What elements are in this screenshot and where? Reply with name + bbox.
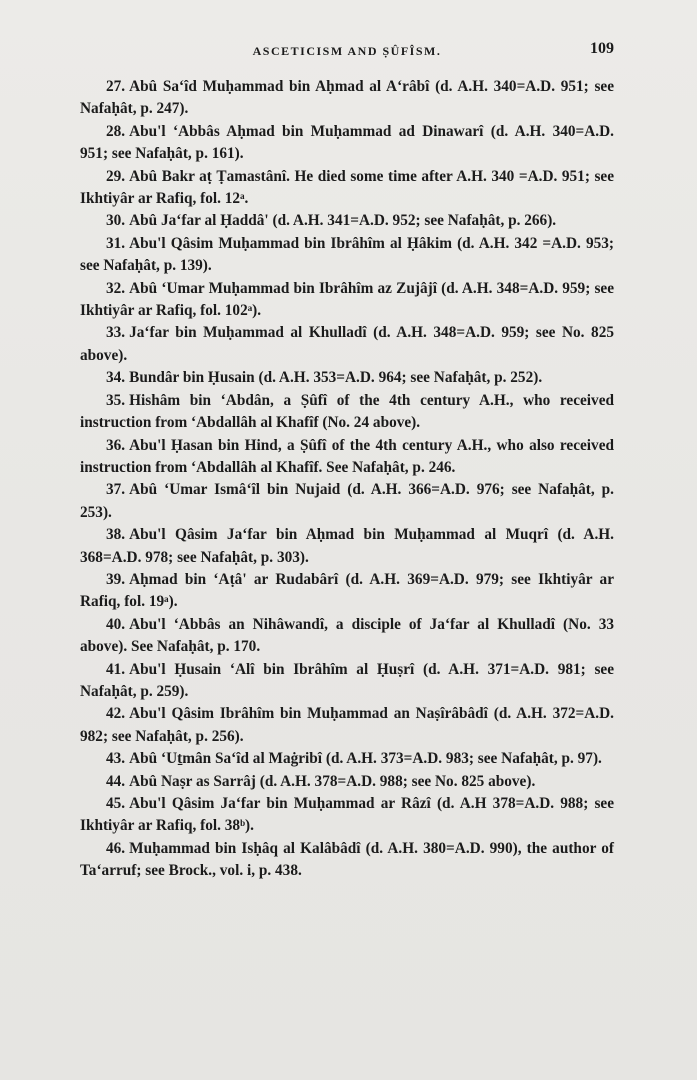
entry-item	[80, 793, 614, 838]
running-header	[80, 40, 614, 62]
entry-text: Abu'l Qâsim Muḥammad bin Ibrâhîm al Ḥâkim (d. A.H. 342 =A.D. 953; see Nafaḥât, p. 139).	[80, 234, 614, 275]
entry-number: 30.	[106, 212, 126, 230]
entry-text: Abu'l Qâsim Ja‘far bin Aḥmad bin Muḥammad al Muqrî (d. A.H. 368=A.D. 978; see Nafaḥât, p. 303).	[80, 526, 614, 566]
entry-text: Abu'l ‘Abbâs an Nihâwandî, a disciple of Ja‘far al Khulladî (No. 33 above). See Nafaḥât, p. 170.	[80, 615, 614, 656]
entry-text: Abû Bakr aṭ Ṭamastânî. He died some time after A.H. 340 =A.D. 951; see Ikhtiyâr ar Rafiq, fol. 12ᵃ.	[80, 167, 614, 208]
entry-item	[80, 771, 614, 793]
entry-number: 34.	[106, 369, 126, 387]
entry-number: 37.	[106, 481, 126, 499]
entry-text: Hishâm bin ‘Abdân, a Ṣûfî of the 4th century A.H., who received instruction from ‘Abdallâh al Khafîf (No. 24 above).	[80, 391, 614, 432]
entry-number: 36.	[106, 436, 126, 454]
entry-list	[80, 76, 614, 883]
entry-item	[80, 322, 614, 367]
entry-item	[80, 210, 614, 232]
entry-text: Abu'l ‘Abbâs Aḥmad bin Muḥammad ad Dinawarî (d. A.H. 340=A.D. 951; see Nafaḥât, p. 161).	[80, 122, 614, 163]
entry-item	[80, 233, 614, 278]
entry-text: Abû Naṣr as Sarrâj (d. A.H. 378=A.D. 988; see No. 825 above).	[129, 772, 536, 790]
entry-number: 42.	[106, 705, 126, 723]
entry-item	[80, 479, 614, 524]
entry-text: Abû ‘Umar Muḥammad bin Ibrâhîm az Zujâjî (d. A.H. 348=A.D. 959; see Ikhtiyâr ar Rafiq, fol. 102ᵃ).	[80, 279, 614, 320]
entry-number: 41.	[106, 660, 126, 678]
entry-item	[80, 838, 614, 883]
entry-item	[80, 166, 614, 211]
entry-item	[80, 659, 614, 704]
entry-item	[80, 367, 614, 389]
entry-item	[80, 524, 614, 569]
entry-number: 44.	[106, 772, 126, 790]
entry-text: Ja‘far bin Muḥammad al Khulladî (d. A.H. 348=A.D. 959; see No. 825 above).	[80, 324, 614, 364]
entry-text: Abu'l Qâsim Ja‘far bin Muḥammad ar Râzî (d. A.H 378=A.D. 988; see Ikhtiyâr ar Rafiq, fol. 38ᵇ).	[80, 795, 614, 835]
entry-item	[80, 569, 614, 614]
entry-text: Muḥammad bin Isḥâq al Kalâbâdî (d. A.H. 380=A.D. 990), the author of Ta‘arruf; see Brock., vol. i, p. 438.	[80, 839, 614, 880]
entry-text: Abû Sa‘îd Muḥammad bin Aḥmad al A‘râbî (d. A.H. 340=A.D. 951; see Nafaḥât, p. 247).	[80, 78, 614, 118]
entry-item	[80, 435, 614, 480]
running-title: ASCETICISM AND ṢÛFÎSM.	[252, 44, 442, 58]
entry-number: 43.	[106, 750, 126, 768]
entry-text: Aḥmad bin ‘Aṭâ' ar Rudabârî (d. A.H. 369=A.D. 979; see Ikhtiyâr ar Rafiq, fol. 19ᵃ).	[80, 570, 614, 611]
entry-item	[80, 390, 614, 435]
entry-number: 33.	[106, 324, 126, 342]
entry-item	[80, 121, 614, 166]
entry-text: Abu'l Qâsim Ibrâhîm bin Muḥammad an Naṣîrâbâdî (d. A.H. 372=A.D. 982; see Nafaḥât, p. 256).	[80, 705, 614, 745]
entry-number: 28.	[106, 122, 126, 140]
entry-item	[80, 278, 614, 323]
entry-item	[80, 614, 614, 659]
entry-text: Bundâr bin Ḥusain (d. A.H. 353=A.D. 964; see Nafaḥât, p. 252).	[129, 369, 543, 387]
entry-number: 46.	[106, 839, 126, 857]
entry-number: 38.	[106, 526, 126, 544]
entry-item	[80, 703, 614, 748]
page-number: 109	[590, 40, 614, 57]
entry-number: 27.	[106, 78, 126, 95]
entry-number: 32.	[106, 279, 126, 297]
entry-number: 45.	[106, 795, 126, 812]
entry-text: Abû ‘Umar Ismâ‘îl bin Nujaid (d. A.H. 366=A.D. 976; see Nafaḥât, p. 253).	[80, 481, 614, 521]
entry-number: 35.	[106, 391, 126, 409]
entry-text: Abu'l Ḥusain ‘Alî bin Ibrâhîm al Ḥuṣrî (d. A.H. 371=A.D. 981; see Nafaḥât, p. 259).	[80, 660, 614, 700]
entry-number: 31.	[106, 234, 126, 252]
entry-text: Abû ‘Uṯmân Sa‘îd al Maġribî (d. A.H. 373=A.D. 983; see Nafaḥât, p. 97).	[129, 750, 602, 768]
entry-number: 40.	[106, 615, 126, 633]
entry-number: 39.	[106, 570, 126, 588]
entry-item	[80, 76, 614, 121]
entry-text: Abu'l Ḥasan bin Hind, a Ṣûfî of the 4th century A.H., who also received instruction from ‘Abdallâh al Khafîf. See Nafaḥât, p. 246.	[80, 436, 614, 476]
entry-item	[80, 748, 614, 770]
entry-text: Abû Ja‘far al Ḥaddâ' (d. A.H. 341=A.D. 952; see Nafaḥât, p. 266).	[129, 212, 557, 230]
entry-number: 29.	[106, 167, 126, 185]
